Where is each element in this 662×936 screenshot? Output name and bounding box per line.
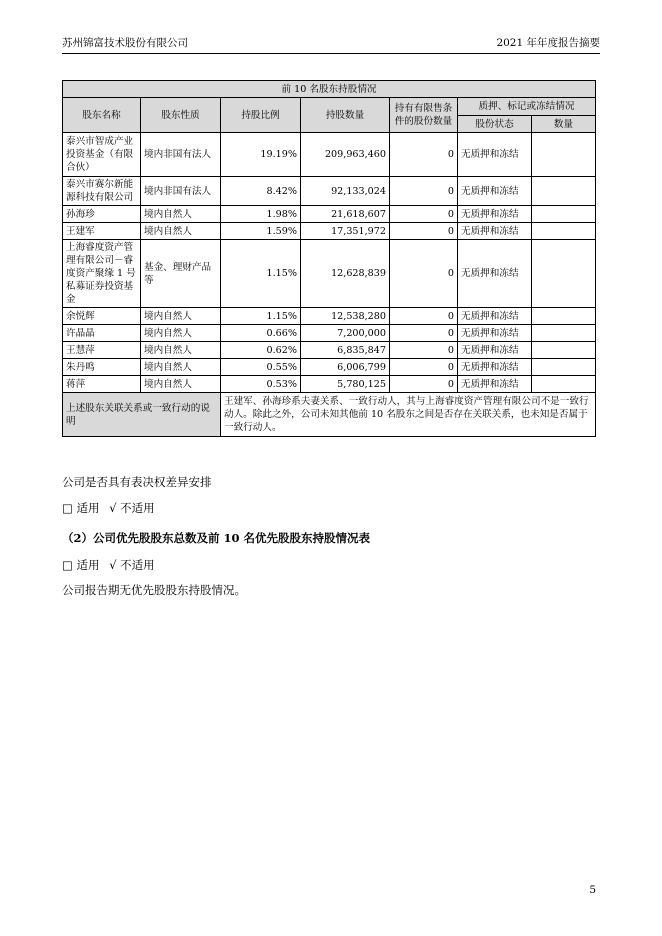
cell-share-count: 17,351,972 [301, 223, 390, 240]
cell-share-count: 92,133,024 [301, 177, 390, 206]
preferred-shares-heading: （2）公司优先股股东总数及前 10 名优先股股东持股情况表 [62, 531, 371, 545]
cell-holding-ratio: 19.19% [221, 133, 301, 177]
cell-pledge-status: 无质押和冻结 [458, 133, 532, 177]
cell-shareholder-name: 泰兴市赛尔新能源科技有限公司 [63, 177, 141, 206]
cell-restricted-shares: 0 [390, 223, 458, 240]
cell-share-count: 209,963,460 [301, 133, 390, 177]
table-row [63, 308, 596, 325]
table-row [63, 177, 596, 206]
header-name: 股东名称 [63, 98, 141, 133]
cell-shareholder-nature: 境内自然人 [141, 359, 221, 376]
cell-pledge-status: 无质押和冻结 [458, 240, 532, 308]
table-row [63, 223, 596, 240]
voting-rights-options [62, 500, 161, 516]
cell-pledge-quantity [532, 177, 596, 206]
cell-shareholder-name: 孙海珍 [63, 206, 141, 223]
cell-share-count: 12,538,280 [301, 308, 390, 325]
cell-holding-ratio: 1.98% [221, 206, 301, 223]
cell-holding-ratio: 0.62% [221, 342, 301, 359]
option-applicable: □ 适用 [62, 501, 100, 515]
option-applicable: □ 适用 [62, 558, 100, 572]
preferred-shares-statement: 公司报告期无优先股股东持股情况。 [62, 583, 246, 597]
top10-shareholders-table [62, 80, 596, 437]
cell-restricted-shares: 0 [390, 359, 458, 376]
table-row [63, 325, 596, 342]
table-body [63, 133, 596, 393]
header-shares: 持股数量 [301, 98, 390, 133]
page-header [62, 36, 600, 50]
document-title: 2021 年年度报告摘要 [496, 37, 600, 49]
cell-pledge-status: 无质押和冻结 [458, 325, 532, 342]
footnote-text: 王建军、孙海珍系夫妻关系、一致行动人，其与上海睿度资产管理有限公司不是一致行动人。除此之外，公司未知其他前 10 名股东之间是否存在关联关系，也未知是否属于一致行动人。 [221, 393, 596, 437]
cell-pledge-status: 无质押和冻结 [458, 359, 532, 376]
cell-share-count: 12,628,839 [301, 240, 390, 308]
page-number: 5 [589, 884, 596, 896]
cell-shareholder-name: 许晶晶 [63, 325, 141, 342]
cell-holding-ratio: 1.15% [221, 240, 301, 308]
table-row [63, 376, 596, 393]
cell-share-count: 21,618,607 [301, 206, 390, 223]
cell-restricted-shares: 0 [390, 342, 458, 359]
cell-shareholder-name: 蒋萍 [63, 376, 141, 393]
cell-shareholder-name: 朱丹鸣 [63, 359, 141, 376]
cell-shareholder-nature: 境内非国有法人 [141, 177, 221, 206]
cell-pledge-status: 无质押和冻结 [458, 223, 532, 240]
cell-restricted-shares: 0 [390, 206, 458, 223]
cell-shareholder-nature: 境内自然人 [141, 223, 221, 240]
cell-restricted-shares: 0 [390, 308, 458, 325]
header-pledge-status: 股份状态 [458, 116, 532, 133]
header-divider [62, 53, 600, 54]
cell-restricted-shares: 0 [390, 325, 458, 342]
cell-pledge-quantity [532, 359, 596, 376]
cell-pledge-quantity [532, 240, 596, 308]
cell-restricted-shares: 0 [390, 240, 458, 308]
cell-shareholder-nature: 境内自然人 [141, 308, 221, 325]
cell-pledge-quantity [532, 342, 596, 359]
cell-pledge-status: 无质押和冻结 [458, 308, 532, 325]
cell-shareholder-name: 王慧萍 [63, 342, 141, 359]
table-row [63, 133, 596, 177]
cell-holding-ratio: 8.42% [221, 177, 301, 206]
cell-shareholder-name: 泰兴市智成产业投资基金（有限合伙） [63, 133, 141, 177]
cell-restricted-shares: 0 [390, 376, 458, 393]
table-row [63, 342, 596, 359]
cell-restricted-shares: 0 [390, 177, 458, 206]
cell-restricted-shares: 0 [390, 133, 458, 177]
header-pledge-group: 质押、标记或冻结情况 [458, 98, 596, 116]
cell-shareholder-name: 上海睿度资产管理有限公司－睿度资产聚缘 1 号私募证券投资基金 [63, 240, 141, 308]
table-row [63, 240, 596, 308]
table-title: 前 10 名股东持股情况 [63, 81, 596, 98]
cell-pledge-quantity [532, 325, 596, 342]
cell-shareholder-nature: 境内自然人 [141, 325, 221, 342]
cell-share-count: 6,006,799 [301, 359, 390, 376]
cell-pledge-quantity [532, 206, 596, 223]
cell-holding-ratio: 0.55% [221, 359, 301, 376]
cell-holding-ratio: 1.59% [221, 223, 301, 240]
table-row [63, 359, 596, 376]
header-nature: 股东性质 [141, 98, 221, 133]
table-row [63, 206, 596, 223]
cell-pledge-status: 无质押和冻结 [458, 342, 532, 359]
cell-holding-ratio: 0.53% [221, 376, 301, 393]
cell-pledge-status: 无质押和冻结 [458, 206, 532, 223]
cell-pledge-status: 无质押和冻结 [458, 376, 532, 393]
company-name: 苏州锦富技术股份有限公司 [62, 37, 188, 49]
cell-shareholder-nature: 境内自然人 [141, 342, 221, 359]
cell-holding-ratio: 0.66% [221, 325, 301, 342]
cell-shareholder-nature: 境内自然人 [141, 376, 221, 393]
cell-pledge-quantity [532, 223, 596, 240]
cell-pledge-status: 无质押和冻结 [458, 177, 532, 206]
footnote-label: 上述股东关联关系或一致行动的说明 [63, 393, 221, 437]
cell-pledge-quantity [532, 376, 596, 393]
voting-rights-question: 公司是否具有表决权差异安排 [62, 475, 212, 489]
cell-share-count: 6,835,847 [301, 342, 390, 359]
cell-shareholder-nature: 境内非国有法人 [141, 133, 221, 177]
cell-shareholder-nature: 境内自然人 [141, 206, 221, 223]
preferred-shares-options [62, 557, 161, 573]
cell-shareholder-name: 余悦辉 [63, 308, 141, 325]
header-restricted: 持有有限售条件的股份数量 [390, 98, 458, 133]
header-pledge-qty: 数量 [532, 116, 596, 133]
cell-pledge-quantity [532, 133, 596, 177]
option-not-applicable: √ 不适用 [109, 558, 155, 572]
cell-shareholder-name: 王建军 [63, 223, 141, 240]
cell-holding-ratio: 1.15% [221, 308, 301, 325]
cell-share-count: 7,200,000 [301, 325, 390, 342]
cell-shareholder-nature: 基金、理财产品等 [141, 240, 221, 308]
option-not-applicable: √ 不适用 [109, 501, 155, 515]
cell-share-count: 5,780,125 [301, 376, 390, 393]
cell-pledge-quantity [532, 308, 596, 325]
header-ratio: 持股比例 [221, 98, 301, 133]
